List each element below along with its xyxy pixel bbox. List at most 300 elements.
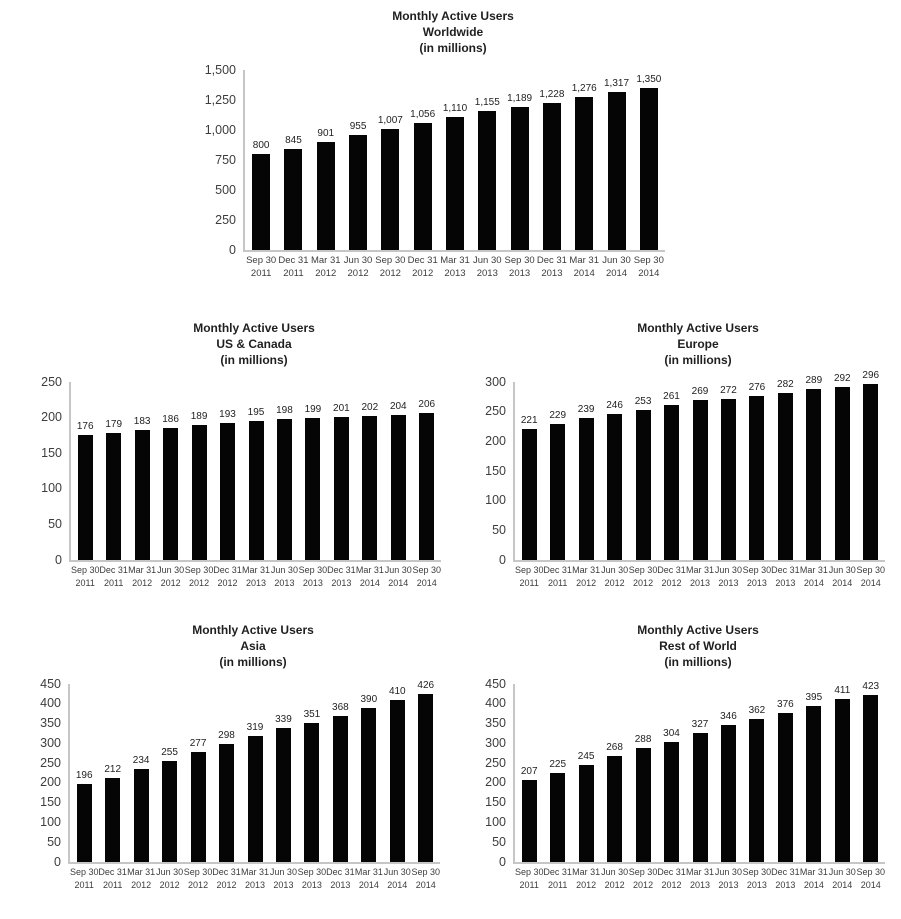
x-tick-date: Jun 30 <box>269 867 297 877</box>
x-tick-date: Mar 31 <box>127 867 156 877</box>
bar-value-label: 298 <box>218 730 235 742</box>
bar <box>305 418 320 560</box>
x-tick-year: 2013 <box>541 268 563 279</box>
chart-title-line: (in millions) <box>219 655 287 669</box>
chart-title <box>69 320 439 368</box>
x-tick-year: 2013 <box>746 578 767 588</box>
x-tick-date: Jun 30 <box>156 867 184 877</box>
x-tick-label <box>404 866 448 892</box>
x-tick-year: 2013 <box>775 880 796 890</box>
x-tick-date: Sep 30 <box>298 565 328 575</box>
y-tick-label: 200 <box>485 433 506 448</box>
bar-value-label: 176 <box>76 420 94 432</box>
bar-value-label: 339 <box>275 713 292 725</box>
y-tick-label: 50 <box>48 516 62 531</box>
bar-value-label: 426 <box>417 679 435 691</box>
bar-value-label: 202 <box>361 402 379 414</box>
x-tick-year: 2013 <box>718 880 739 890</box>
x-tick-date: Jun 30 <box>270 565 298 575</box>
x-tick-year: 2014 <box>803 578 824 588</box>
x-tick-date: Sep 30 <box>514 867 544 877</box>
x-tick-date: Dec 31 <box>771 867 800 877</box>
x-tick-year: 2012 <box>132 578 153 588</box>
bar-value-label: 346 <box>720 711 737 723</box>
y-tick-label: 400 <box>40 696 61 711</box>
bar <box>248 736 263 862</box>
bar <box>192 425 207 560</box>
y-tick-label: 1,250 <box>204 92 236 107</box>
chart-title-line: (in millions) <box>419 41 487 55</box>
x-tick-year: 2013 <box>273 880 294 890</box>
y-tick-label: 150 <box>485 463 506 478</box>
x-tick-date: Sep 30 <box>183 867 213 877</box>
bar-value-label: 423 <box>862 680 880 692</box>
bar <box>835 387 850 560</box>
x-tick-date: Dec 31 <box>278 255 309 266</box>
x-tick-date: Dec 31 <box>213 565 242 575</box>
plot-area <box>69 382 442 588</box>
bar <box>362 416 377 560</box>
chart-monthly-active-users-worldwide <box>193 8 664 279</box>
x-tick-date: Dec 31 <box>543 867 572 877</box>
bar <box>163 428 178 560</box>
bar-value-label: 296 <box>862 370 880 382</box>
bar-value-label: 411 <box>834 685 851 697</box>
x-tick-year: 2013 <box>746 880 767 890</box>
x-tick-year: 2013 <box>718 578 739 588</box>
bar-value-label: 189 <box>190 411 208 423</box>
x-tick-date: Jun 30 <box>383 867 411 877</box>
x-tick-date: Sep 30 <box>184 565 214 575</box>
x-tick-year: 2012 <box>661 578 682 588</box>
x-tick-date: Sep 30 <box>856 867 886 877</box>
y-tick-label: 200 <box>41 410 62 425</box>
bar-value-label: 268 <box>606 742 623 753</box>
bar-value-label: 1,189 <box>507 93 533 105</box>
y-tick-label: 250 <box>41 374 62 389</box>
x-tick-date: Mar 31 <box>240 867 269 877</box>
x-tick-year: 2013 <box>689 578 710 588</box>
bar-value-label: 195 <box>247 407 265 419</box>
y-tick-label: 350 <box>40 716 61 731</box>
bar-value-label: 255 <box>161 747 178 759</box>
x-tick-year: 2014 <box>860 578 881 588</box>
bar <box>349 135 367 250</box>
bar-value-label: 800 <box>252 140 270 151</box>
x-tick-date: Sep 30 <box>246 255 277 266</box>
bar-value-label: 186 <box>162 413 179 425</box>
bar-value-label: 1,276 <box>571 82 597 94</box>
bar-value-label: 196 <box>75 770 93 782</box>
bar <box>220 423 235 560</box>
x-tick-year: 2013 <box>330 880 351 890</box>
bar <box>575 97 593 250</box>
chart-title <box>68 622 438 670</box>
y-tick-label: 50 <box>47 834 61 849</box>
x-tick-year: 2013 <box>509 268 531 279</box>
x-tick-date: Jun 30 <box>473 255 502 266</box>
y-tick-label: 150 <box>40 795 61 810</box>
bar <box>78 435 93 560</box>
bar <box>381 129 399 250</box>
x-tick-date: Mar 31 <box>685 565 714 575</box>
y-tick-label: 500 <box>215 182 236 197</box>
bar <box>863 384 878 560</box>
bar-value-label: 199 <box>304 404 322 416</box>
x-tick-year: 2013 <box>245 578 266 588</box>
x-tick-date: Sep 30 <box>504 255 535 266</box>
x-tick-year: 2014 <box>415 880 436 890</box>
bar <box>106 433 121 560</box>
y-tick-label: 150 <box>41 445 62 460</box>
x-tick-year: 2011 <box>75 578 95 588</box>
bar <box>478 111 496 250</box>
y-tick-label: 400 <box>485 696 506 711</box>
x-tick-date: Dec 31 <box>327 565 356 575</box>
y-tick-label: 250 <box>215 212 236 227</box>
x-tick-year: 2013 <box>476 268 498 279</box>
x-tick-date: Jun 30 <box>601 565 629 575</box>
chart-title-line: Monthly Active Users <box>637 623 759 637</box>
chart-title-line: Monthly Active Users <box>192 623 314 637</box>
x-tick-year: 2012 <box>131 880 152 890</box>
y-tick-label: 1,500 <box>204 62 236 77</box>
bar-value-label: 1,228 <box>539 88 565 100</box>
y-tick-label: 300 <box>40 735 61 750</box>
bar <box>252 154 270 250</box>
bar-value-label: 1,155 <box>474 97 500 109</box>
chart-monthly-active-users-rest-of-world <box>471 622 886 890</box>
bar-value-label: 1,056 <box>410 109 436 121</box>
bar <box>219 744 234 862</box>
x-tick-year: 2012 <box>315 268 337 279</box>
x-tick-year: 2012 <box>633 578 654 588</box>
x-tick-date: Mar 31 <box>799 565 828 575</box>
bar <box>284 149 302 250</box>
x-tick-date: Jun 30 <box>601 867 629 877</box>
x-tick-year: 2012 <box>216 880 237 890</box>
bar <box>277 419 292 560</box>
bar <box>77 784 92 862</box>
bar <box>276 728 291 862</box>
x-tick-date: Mar 31 <box>310 255 341 266</box>
x-tick-year: 2013 <box>331 578 352 588</box>
bar <box>664 742 679 862</box>
x-tick-date: Sep 30 <box>628 565 658 575</box>
x-tick-date: Dec 31 <box>543 565 572 575</box>
x-tick-year: 2013 <box>775 578 796 588</box>
bar <box>361 708 376 862</box>
chart-title-line: Rest of World <box>659 639 737 653</box>
bar-value-label: 362 <box>748 704 766 716</box>
x-tick-year: 2012 <box>189 578 210 588</box>
y-tick-label: 50 <box>492 522 506 537</box>
x-tick-date: Mar 31 <box>241 565 270 575</box>
bar-value-label: 289 <box>805 374 823 386</box>
x-tick-year: 2012 <box>633 880 654 890</box>
y-tick-label: 0 <box>54 854 61 869</box>
x-tick-year: 2012 <box>347 268 369 279</box>
bar-value-label: 204 <box>389 400 407 412</box>
bar <box>135 430 150 560</box>
bar-value-label: 1,317 <box>604 77 630 89</box>
bar-value-label: 207 <box>520 766 538 778</box>
bar-value-label: 901 <box>317 127 335 139</box>
x-tick-date: Jun 30 <box>714 565 742 575</box>
y-tick-label: 100 <box>485 493 506 508</box>
x-tick-date: Dec 31 <box>326 867 355 877</box>
bar <box>522 429 537 560</box>
bar-value-label: 234 <box>132 755 150 767</box>
x-tick-year: 2013 <box>301 880 322 890</box>
bar-value-label: 201 <box>333 402 350 414</box>
bar <box>418 694 433 863</box>
bar <box>249 421 264 560</box>
y-tick-label: 250 <box>485 755 506 770</box>
bar-value-label: 212 <box>104 764 122 776</box>
x-tick-date: Jun 30 <box>384 565 412 575</box>
x-tick-year: 2014 <box>387 880 408 890</box>
x-tick-year: 2011 <box>104 578 124 588</box>
x-tick-year: 2013 <box>689 880 710 890</box>
x-tick-date: Dec 31 <box>536 255 567 266</box>
x-tick-year: 2012 <box>604 880 625 890</box>
y-tick-label: 0 <box>499 854 506 869</box>
x-tick-year: 2011 <box>548 880 568 890</box>
bar <box>636 748 651 862</box>
x-tick-date: Mar 31 <box>128 565 157 575</box>
chart-title-line: (in millions) <box>664 655 732 669</box>
x-tick-date: Mar 31 <box>440 255 470 266</box>
bar <box>721 399 736 560</box>
x-tick-date: Mar 31 <box>355 565 384 575</box>
y-tick-label: 300 <box>485 735 506 750</box>
y-tick-label: 450 <box>485 676 506 691</box>
bar <box>550 424 565 560</box>
plot-area <box>68 679 441 890</box>
bar <box>607 756 622 862</box>
x-tick-year: 2012 <box>412 268 434 279</box>
bar-value-label: 183 <box>133 415 151 427</box>
bar <box>522 780 537 862</box>
x-tick-year: 2014 <box>638 268 660 279</box>
y-tick-label: 350 <box>485 716 506 731</box>
y-tick-label: 1,000 <box>204 122 236 137</box>
bar-value-label: 193 <box>219 408 236 420</box>
x-tick-date: Dec 31 <box>212 867 241 877</box>
bar <box>640 88 658 250</box>
bar-value-label: 410 <box>388 685 406 697</box>
chart-title-line: US & Canada <box>216 337 292 351</box>
bar <box>191 752 206 862</box>
x-tick-date: Jun 30 <box>343 255 373 266</box>
x-tick-date: Jun 30 <box>828 565 856 575</box>
y-tick-label: 100 <box>40 814 61 829</box>
bar <box>105 778 120 862</box>
y-tick-label: 100 <box>41 481 62 496</box>
x-tick-date: Sep 30 <box>411 867 441 877</box>
x-tick-year: 2012 <box>217 578 238 588</box>
bar-value-label: 221 <box>520 414 538 426</box>
bar <box>693 400 708 560</box>
bar <box>414 123 432 250</box>
x-tick-year: 2012 <box>160 578 181 588</box>
bar-value-label: 327 <box>691 718 709 730</box>
plot-area <box>513 370 886 588</box>
x-tick-date: Jun 30 <box>602 255 631 266</box>
x-tick-year: 2014 <box>573 268 595 279</box>
x-tick-year: 2013 <box>244 880 265 890</box>
x-tick-year: 2014 <box>860 880 881 890</box>
x-tick-year: 2011 <box>103 880 123 890</box>
bar <box>749 396 764 560</box>
bar-value-label: 351 <box>303 709 321 721</box>
y-tick-label: 450 <box>40 676 61 691</box>
x-tick-label <box>405 564 449 590</box>
bar <box>334 417 349 560</box>
bar-value-label: 261 <box>663 391 680 403</box>
x-tick-date: Sep 30 <box>297 867 327 877</box>
x-tick-date: Jun 30 <box>828 867 856 877</box>
bar <box>317 142 335 250</box>
y-axis <box>471 374 513 567</box>
x-tick-year: 2011 <box>548 578 568 588</box>
x-tick-year: 2011 <box>250 268 272 279</box>
y-axis <box>193 62 243 257</box>
plot-area <box>243 70 665 279</box>
bar-value-label: 368 <box>332 702 349 714</box>
chart-monthly-active-users-europe <box>471 320 886 588</box>
x-tick-year: 2011 <box>519 880 539 890</box>
bar-value-label: 179 <box>105 418 123 430</box>
x-tick-date: Mar 31 <box>569 255 599 266</box>
bar-value-label: 253 <box>634 395 652 407</box>
bar-value-label: 246 <box>606 400 623 412</box>
y-tick-label: 50 <box>492 834 506 849</box>
bar-value-label: 955 <box>349 121 367 133</box>
x-tick-date: Sep 30 <box>633 255 664 266</box>
bar-value-label: 288 <box>634 734 652 746</box>
y-tick-label: 200 <box>485 775 506 790</box>
x-tick-year: 2013 <box>444 268 466 279</box>
x-tick-year: 2014 <box>358 880 379 890</box>
chart-title-line: Asia <box>240 639 266 653</box>
x-tick-year: 2013 <box>302 578 323 588</box>
x-tick-year: 2014 <box>605 268 628 279</box>
x-tick-date: Sep 30 <box>514 565 544 575</box>
bar-value-label: 229 <box>549 410 567 422</box>
bar-value-label: 239 <box>577 404 595 416</box>
bar <box>391 415 406 560</box>
y-tick-label: 0 <box>499 552 506 567</box>
x-tick-label <box>625 254 673 280</box>
bar <box>636 410 651 560</box>
x-tick-year: 2014 <box>359 578 380 588</box>
x-tick-date: Mar 31 <box>354 867 383 877</box>
y-tick-label: 100 <box>485 814 506 829</box>
x-tick-date: Sep 30 <box>742 565 772 575</box>
bar-value-label: 319 <box>246 721 264 733</box>
x-tick-year: 2013 <box>274 578 295 588</box>
y-tick-label: 200 <box>40 775 61 790</box>
x-tick-date: Sep 30 <box>70 565 100 575</box>
x-tick-date: Sep 30 <box>628 867 658 877</box>
bar-value-label: 272 <box>720 384 737 396</box>
bar <box>608 92 626 250</box>
x-tick-year: 2012 <box>576 578 597 588</box>
bar <box>304 723 319 862</box>
x-tick-date: Mar 31 <box>799 867 828 877</box>
y-tick-label: 300 <box>485 374 506 389</box>
bar-value-label: 206 <box>418 399 436 411</box>
chart-monthly-active-users-us-canada <box>27 320 442 588</box>
chart-title <box>513 320 883 368</box>
chart-monthly-active-users-asia <box>26 622 441 890</box>
bar-value-label: 277 <box>189 738 207 750</box>
chart-title-line: Monthly Active Users <box>392 9 514 23</box>
x-tick-label <box>849 866 893 892</box>
chart-title-line: Europe <box>677 337 719 351</box>
bar <box>446 117 464 250</box>
x-tick-year: 2014 <box>832 578 853 588</box>
y-tick-label: 250 <box>485 404 506 419</box>
x-tick-year: 2014 <box>416 578 437 588</box>
bar <box>607 414 622 560</box>
x-tick-date: Mar 31 <box>572 565 601 575</box>
bar <box>550 773 565 862</box>
x-tick-year: 2012 <box>576 880 597 890</box>
y-tick-label: 750 <box>215 152 236 167</box>
bar <box>693 733 708 862</box>
bar-value-label: 390 <box>360 693 378 705</box>
bar <box>543 103 561 250</box>
bar <box>806 706 821 862</box>
y-tick-label: 0 <box>229 242 236 257</box>
bar-value-label: 845 <box>285 134 302 146</box>
x-tick-date: Sep 30 <box>856 565 886 575</box>
x-tick-date: Mar 31 <box>572 867 601 877</box>
bar-value-label: 269 <box>691 386 709 398</box>
bar-value-label: 245 <box>577 751 595 763</box>
x-tick-year: 2011 <box>519 578 539 588</box>
x-tick-label <box>849 564 893 590</box>
chart-title-line: Worldwide <box>422 25 484 39</box>
y-axis <box>27 374 69 567</box>
x-tick-date: Sep 30 <box>375 255 406 266</box>
x-tick-year: 2012 <box>661 880 682 890</box>
x-tick-date: Mar 31 <box>685 867 714 877</box>
bar-value-label: 276 <box>748 382 766 394</box>
bar-value-label: 1,110 <box>442 102 468 114</box>
bar-value-label: 198 <box>276 405 293 417</box>
chart-title-line: (in millions) <box>220 353 288 367</box>
x-tick-date: Sep 30 <box>69 867 99 877</box>
x-tick-date: Sep 30 <box>412 565 442 575</box>
bar <box>778 713 793 862</box>
chart-title <box>243 8 663 56</box>
bar-value-label: 225 <box>549 759 567 770</box>
x-tick-date: Dec 31 <box>99 565 128 575</box>
bar <box>511 107 529 250</box>
y-tick-label: 250 <box>40 755 61 770</box>
bar <box>390 700 405 862</box>
x-tick-year: 2012 <box>188 880 209 890</box>
bar-value-label: 1,350 <box>636 74 662 85</box>
y-tick-label: 150 <box>485 795 506 810</box>
x-tick-date: Jun 30 <box>714 867 742 877</box>
bar <box>863 695 878 862</box>
y-tick-label: 0 <box>55 552 62 567</box>
